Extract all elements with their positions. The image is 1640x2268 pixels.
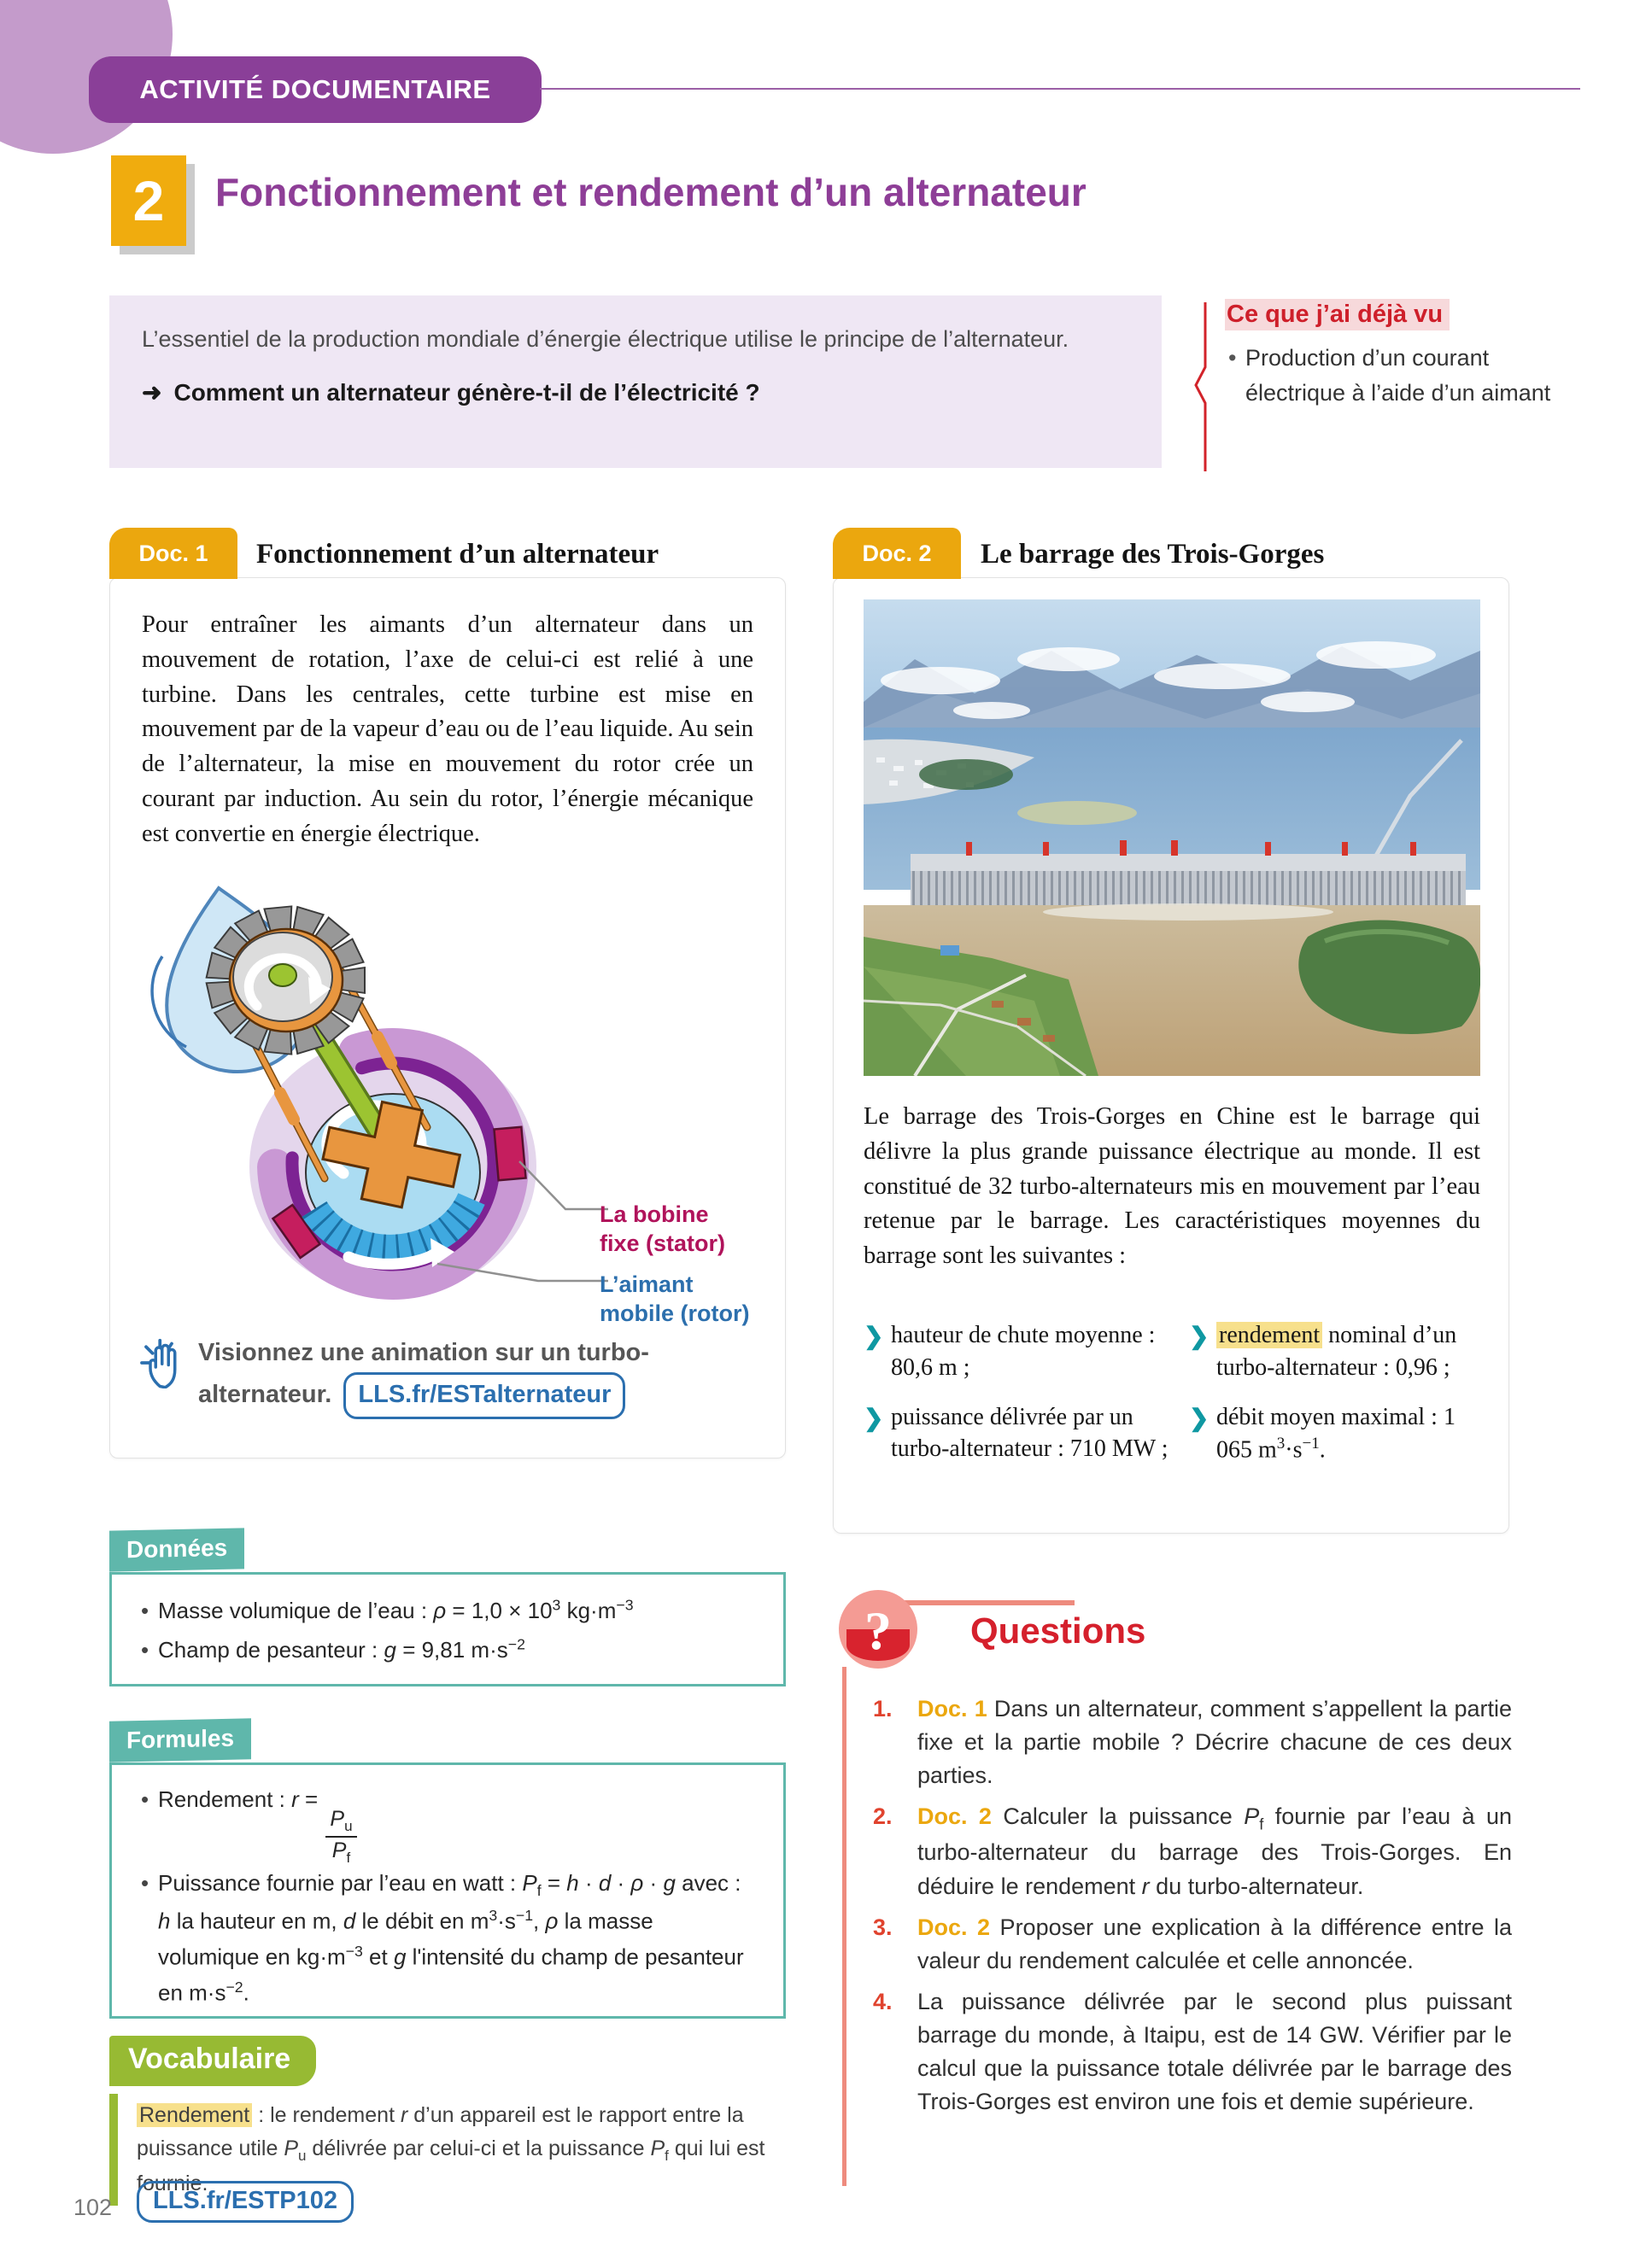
arrow-icon: ➜	[142, 379, 162, 406]
prior-knowledge-item: • Production d’un courant électrique à l’aide d’un aimant	[1225, 341, 1565, 410]
doc2-bullet: ❯ rendement nominal d’un turbo-alternateur : 0,96 ;	[1189, 1319, 1486, 1384]
stator-magnet	[494, 1127, 525, 1181]
doc2-title: Le barrage des Trois-Gorges	[981, 539, 1325, 570]
intro-question: Comment un alternateur génère-t-il de l’électricité ?	[173, 379, 760, 406]
questions-left-rule	[842, 1667, 846, 2186]
data-item: • Champ de pesanteur : g = 9,81 $m\cdot s^{-2}$	[136, 1631, 759, 1670]
activity-type-badge	[89, 56, 542, 123]
formula-item: • Puissance fournie par l’eau en watt : $P_f = h \cdot d \cdot \rho \cdot g$ avec : h la hauteur en m, d le débit en $m^3\cdot s^{-1}$, ρ la masse volumique en $kg\cdot m^{-3}$ et g l'intensité du champ de pesanteur en $m\cdot s^{-2}$.	[136, 1866, 759, 2011]
page-number: 102	[73, 2195, 113, 2220]
rotor-label: L’aimant mobile (rotor)	[600, 1271, 750, 1326]
doc2-bullet: ❯ débit moyen maximal : 1 065 $m^3\cdot s^{-1}$.	[1189, 1401, 1486, 1467]
red-bracket-icon	[1192, 301, 1211, 473]
three-gorges-dam-photo	[864, 599, 1480, 1076]
fraction: $\frac{P_u}{P_f}$	[325, 1807, 356, 1866]
question-number: 4.	[873, 1988, 893, 2014]
prior-knowledge-box	[1225, 301, 1565, 410]
animation-callout	[138, 1334, 702, 1419]
data-box	[109, 1572, 786, 1686]
question-item: 3. Doc. 2 Proposer une explication à la différence entre la valeur du rendement calculée et celle annoncée.	[873, 1911, 1512, 1978]
footer-link[interactable]: LLS.fr/ESTP102	[137, 2181, 354, 2223]
doc2-bullet-column-1	[864, 1319, 1169, 1482]
questions-list	[873, 1692, 1512, 2127]
intro-question-line	[142, 378, 1129, 406]
data-box-tab: Données	[109, 1528, 244, 1571]
question-item: 4. La puissance délivrée par le second plus puissant barrage du monde, à Itaipu, est de 14 GW. Vérifier par le calcul que la puissance totale délivrée par le barrage des Trois-Gorges est environ une fois et demie supérieure.	[873, 1985, 1512, 2119]
vocabulary-tab: Vocabulaire	[109, 2036, 316, 2086]
doc2-bullet-column-2	[1189, 1319, 1486, 1484]
doc2-body-text: Le barrage des Trois-Gorges en Chine est le barrage qui délivre la plus grande puissance électrique au monde. Il est constitué de 32 turbo-alternateurs mis en mouvement par l’eau retenue par le barrage. Les caractéristiques moyennes du barrage sont les suivantes :	[864, 1103, 1480, 1269]
prior-knowledge-title: Ce que j’ai déjà vu	[1225, 301, 1565, 329]
formulas-box-tab: Formules	[109, 1718, 251, 1762]
animation-text: Visionnez une animation sur un turbo-alternateur.	[198, 1339, 649, 1408]
vocabulary-definition: Rendement : le rendement r d’un appareil est le rapport entre la puissance utile $P_u$ délivrée par celui-ci et la puissance $P_f$ qui lui est fournie.	[109, 2094, 793, 2206]
question-mark-icon: ?	[839, 1590, 917, 1669]
question-number: 3.	[873, 1914, 893, 1940]
doc2-bullet: ❯ puissance délivrée par un turbo-alternateur : 710 MW ;	[864, 1401, 1169, 1466]
stator-label: La bobine fixe (stator)	[600, 1201, 726, 1256]
question-item: 2. Doc. 2 Calculer la puissance $P_f$ fournie par l’eau à un turbo-alternateur du barrage des Trois-Gorges. En déduire le rendement r du turbo-alternateur.	[873, 1800, 1512, 1903]
header-rule	[540, 88, 1580, 90]
doc2-bullet: ❯ hauteur de chute moyenne : 80,6 m ;	[864, 1319, 1169, 1384]
doc1-body-text: Pour entraîner les aimants d’un alternateur dans un mouvement de rotation, l’axe de celui-ci est relié à une turbine. Dans les centrales, cette turbine est mise en mouvement par de la vapeur d’eau ou de l’eau liquide. Au sein de l’alternateur, la mise en mouvement du rotor crée un courant par induction. Au sein du rotor, l’énergie mécanique est convertie en énergie électrique.	[142, 611, 753, 847]
animation-link[interactable]: LLS.fr/ESTalternateur	[343, 1372, 625, 1419]
turbine-wheel	[207, 906, 365, 1054]
activity-number-chip	[111, 155, 186, 246]
activity-type-label: ACTIVITÉ DOCUMENTAIRE	[139, 74, 491, 104]
intro-text: L’essentiel de la production mondiale d’énergie électrique utilise le principe de l’alternateur.	[142, 326, 1069, 352]
formulas-box	[109, 1762, 786, 2019]
page-title: Fonctionnement et rendement d’un alternateur	[215, 170, 1086, 214]
intro-box	[109, 295, 1162, 468]
data-item: • Masse volumique de l’eau : $\rho = 1,0 \times 10^3$ $kg\cdot m^{-3}$	[136, 1592, 759, 1631]
activity-number: 2	[132, 169, 165, 232]
doc2-tab: Doc. 2	[833, 528, 961, 579]
alternator-diagram	[137, 878, 615, 1315]
formula-item: • Rendement : r = $\frac{P_u}{P_f}$	[136, 1782, 759, 1866]
doc1-tab: Doc. 1	[109, 528, 237, 579]
question-number: 2.	[873, 1803, 893, 1830]
doc1-title: Fonctionnement d’un alternateur	[256, 539, 659, 570]
hand-click-icon	[138, 1337, 188, 1388]
questions-title: Questions	[970, 1610, 1146, 1651]
question-number: 1.	[873, 1696, 893, 1721]
question-item: 1. Doc. 1 Dans un alternateur, comment s’appellent la partie fixe et la partie mobile ? Décrire chacune de ces deux parties.	[873, 1692, 1512, 1792]
